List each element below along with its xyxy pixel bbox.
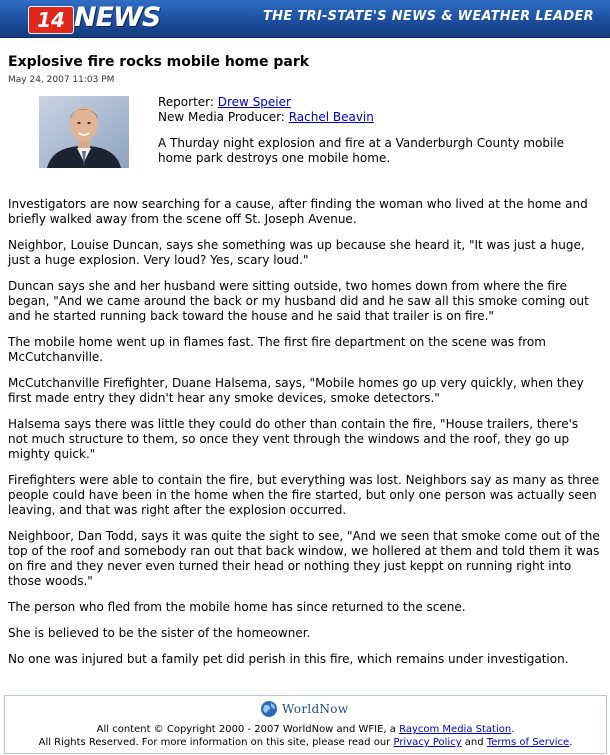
- copyright-text: All content © Copyright 2000 - 2007 WorldNow and WFIE, a: [96, 724, 400, 735]
- producer-label: New Media Producer:: [158, 110, 285, 124]
- article-paragraph: Duncan says she and her husband were sitting outside, two homes down from where the fire began, "And we came around the back or my husband did and he saw all this smoke coming out and he started running back toward the house and he said that trailer is on fire.": [8, 279, 589, 323]
- reporter-label: Reporter:: [158, 95, 214, 109]
- article-paragraph: Investigators are now searching for a cause, after finding the woman who lived at the home and briefly walked away from the scene off St. Joseph Avenue.: [8, 197, 588, 226]
- footer-line-1: [5, 723, 606, 736]
- article-credits: [158, 95, 600, 166]
- reporter-photo: [39, 96, 129, 168]
- worldnow-wordmark: WorldNow: [282, 702, 349, 716]
- logo-channel-number: 14: [28, 6, 74, 34]
- raycom-link[interactable]: Raycom Media Station: [399, 724, 512, 735]
- article-summary: A Thurday night explosion and fire at a Vanderburgh County mobile home park destroys one mobile home.: [158, 136, 565, 165]
- article-paragraph: She is believed to be the sister of the homeowner.: [8, 626, 311, 640]
- reporter-line: [158, 95, 600, 110]
- page-footer: [4, 695, 607, 754]
- article-paragraph: Halsema says there was little they could do other than contain the fire, "House trailers, there's not much structure to them, so once they vent through the windows and the roof, they go up mighty quick.": [8, 417, 579, 461]
- producer-line: [158, 110, 600, 125]
- article-container: [8, 53, 600, 678]
- producer-link[interactable]: Rachel Beavin: [288, 110, 374, 124]
- article-paragraph: Neighbor, Louise Duncan, says she something was up because she heard it, "It was just a huge, just a huge explosion. Very loud? Yes, scary loud.": [8, 238, 585, 267]
- header-tagline: THE TRI-STATE'S NEWS & WEATHER LEADER: [263, 9, 594, 24]
- article-paragraph: The mobile home went up in flames fast. The first fire department on the scene was from McCutchanville.: [8, 335, 546, 364]
- logo-news-word: NEWS: [74, 2, 161, 33]
- article-paragraph: No one was injured but a family pet did perish in this fire, which remains under investigation.: [8, 652, 569, 666]
- article-title: Explosive fire rocks mobile home park: [8, 54, 310, 70]
- footer-copyright: [5, 723, 606, 749]
- article-paragraph: The person who fled from the mobile home has since returned to the scene.: [8, 600, 466, 614]
- and-text: and: [461, 737, 487, 748]
- rights-text: All Rights Reserved. For more information on this site, please read our: [38, 737, 394, 748]
- rights-period: .: [569, 737, 573, 748]
- site-header-banner: [0, 0, 610, 38]
- privacy-policy-link[interactable]: Privacy Policy: [393, 737, 462, 748]
- article-paragraph: Firefighters were able to contain the fire, but everything was lost. Neighbors say as many as three people could have been in the home when the fire started, but only one person was actually seen leaving, and that was right after the explosion occurred.: [8, 473, 600, 517]
- globe-icon: [260, 700, 278, 718]
- article-paragraph: McCutchanville Firefighter, Duane Halsema, says, "Mobile homes go up very quickly, when they first made entry they didn't hear any smoke devices, smoke detectors.": [8, 376, 584, 405]
- terms-of-service-link[interactable]: Terms of Service: [486, 737, 570, 748]
- byline-section: [8, 91, 600, 197]
- copyright-period: .: [511, 724, 515, 735]
- article-body: [8, 197, 600, 667]
- article-paragraph: Neighboor, Dan Todd, says it was quite the sight to see, "And we seen that smoke come out of the top of the roof and somebody ran out that back window, we hollered at them and told them it was on fire and they never even turned their head or nothing they just keppt on running right into those woods.": [8, 529, 600, 588]
- reporter-link[interactable]: Drew Speier: [217, 95, 291, 109]
- article-date: May 24, 2007 11:03 PM: [8, 75, 115, 85]
- reporter-photo-image: [39, 96, 129, 168]
- footer-line-2: [5, 736, 606, 749]
